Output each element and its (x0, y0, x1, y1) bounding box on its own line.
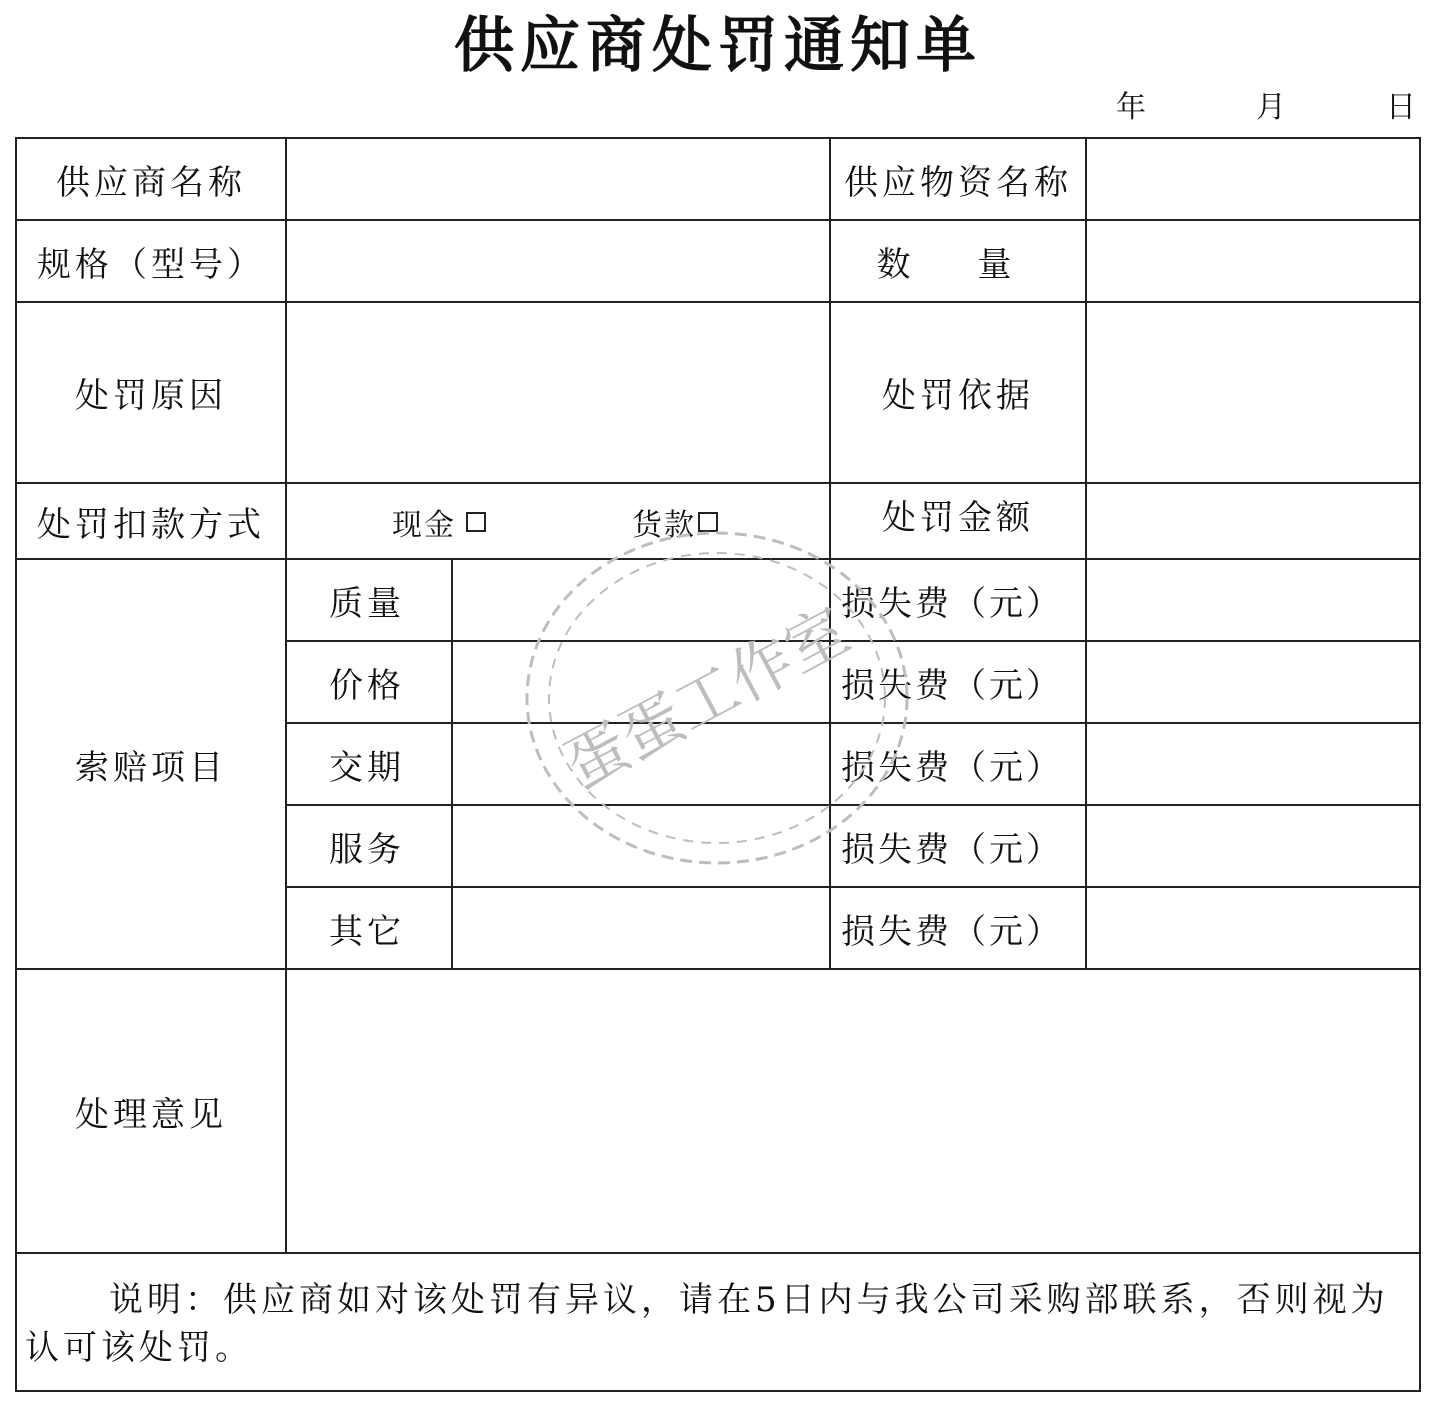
loss-fee-label: 损失费（元） (830, 723, 1086, 805)
quantity-label: 数 量 (830, 220, 1086, 302)
loss-fee-field[interactable] (1086, 641, 1420, 723)
date-day-label: 日 (1386, 90, 1416, 125)
penalty-reason-field[interactable] (286, 302, 830, 483)
claim-item-field[interactable] (452, 723, 830, 805)
penalty-form-table (15, 137, 1421, 1392)
claim-item-field[interactable] (452, 887, 830, 969)
spec-label: 规格（型号） (16, 220, 286, 302)
loss-fee-label: 损失费（元） (830, 887, 1086, 969)
penalty-basis-field[interactable] (1086, 302, 1420, 483)
watermark-text: 蛋蛋工作室 (554, 595, 861, 803)
claim-item-label: 价格 (286, 641, 452, 723)
loss-fee-label: 损失费（元） (830, 641, 1086, 723)
quantity-field[interactable] (1086, 220, 1420, 302)
loss-fee-label: 损失费（元） (830, 559, 1086, 641)
date-year-label: 年 (1116, 90, 1146, 125)
supplier-name-field[interactable] (286, 138, 830, 220)
handling-opinion-field[interactable] (286, 969, 1420, 1253)
penalty-basis-label: 处罚依据 (830, 302, 1086, 483)
loss-fee-field[interactable] (1086, 723, 1420, 805)
claim-item-label: 交期 (286, 723, 452, 805)
claims-label: 索赔项目 (16, 559, 286, 969)
goods-payment-option-label: 货款 (632, 508, 696, 543)
supplier-name-label: 供应商名称 (16, 138, 286, 220)
cash-option-label: 现金 (392, 508, 456, 543)
penalty-reason-label: 处罚原因 (16, 302, 286, 483)
payment-method-label: 处罚扣款方式 (16, 483, 286, 559)
penalty-amount-field[interactable] (1086, 483, 1420, 559)
payment-method-options (286, 483, 830, 559)
penalty-amount-label: 处罚金额 (830, 483, 1086, 559)
cash-option[interactable] (392, 500, 486, 544)
note-text (16, 1253, 1420, 1391)
page-title: 供应商处罚通知单 (454, 11, 982, 81)
loss-fee-field[interactable] (1086, 887, 1420, 969)
note-body: 说明：供应商如对该处罚有异议，请在5日内与我公司采购部联系，否则视为认可该处罚。 (25, 1280, 1389, 1368)
claim-item-field[interactable] (452, 805, 830, 887)
claim-item-field[interactable] (452, 641, 830, 723)
claim-item-label: 质量 (286, 559, 452, 641)
material-name-label: 供应物资名称 (830, 138, 1086, 220)
loss-fee-field[interactable] (1086, 559, 1420, 641)
claim-item-label: 其它 (286, 887, 452, 969)
goods-payment-option[interactable] (632, 500, 718, 544)
goods-payment-checkbox[interactable] (698, 512, 718, 532)
loss-fee-field[interactable] (1086, 805, 1420, 887)
date-month-label: 月 (1256, 90, 1286, 125)
loss-fee-label: 损失费（元） (830, 805, 1086, 887)
handling-opinion-label: 处理意见 (16, 969, 286, 1253)
cash-checkbox[interactable] (466, 512, 486, 532)
spec-field[interactable] (286, 220, 830, 302)
claim-item-field[interactable] (452, 559, 830, 641)
claim-item-label: 服务 (286, 805, 452, 887)
material-name-field[interactable] (1086, 138, 1420, 220)
